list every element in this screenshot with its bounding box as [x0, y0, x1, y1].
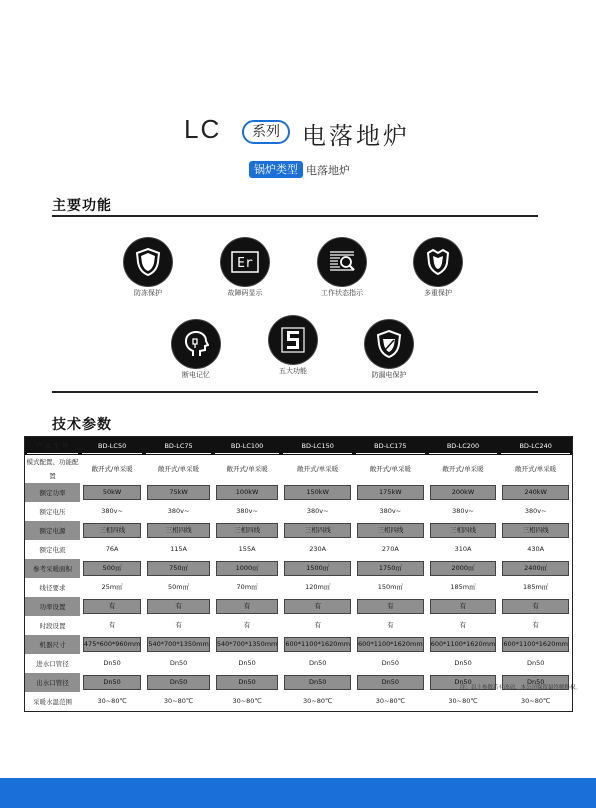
boiler-type-row	[0, 161, 596, 179]
spec-row-label-text: 线径要求	[39, 583, 66, 592]
spec-row-label	[25, 540, 80, 559]
spec-cell	[213, 673, 282, 692]
five-icon	[269, 316, 317, 364]
spec-value: 600*1100*1620mm	[502, 637, 569, 652]
model-name: BD-LC75	[146, 439, 211, 454]
spec-value: Dn50	[309, 659, 327, 668]
spec-cell	[427, 540, 500, 559]
spec-header-label-text: 产 品 型 号	[27, 439, 78, 454]
spec-value: Dn50	[454, 659, 472, 668]
spec-value: 100kW	[216, 485, 279, 500]
leakage-shield-icon	[365, 320, 413, 368]
spec-row-label	[25, 559, 80, 578]
spec-value: 三相四线	[147, 523, 210, 538]
spec-row-label	[25, 521, 80, 540]
status-search-icon	[318, 238, 366, 286]
spec-header-row	[25, 437, 572, 455]
spec-cell	[281, 673, 354, 692]
spec-note: 注：以上参数若有改动，本公司保留最终解释权。	[460, 685, 582, 691]
spec-value: 有	[532, 621, 539, 630]
spec-value: 有	[284, 599, 351, 614]
spec-cell	[354, 559, 427, 578]
spec-value: 有	[387, 621, 394, 630]
spec-cell	[213, 483, 282, 502]
spec-cell	[213, 502, 282, 521]
spec-cell	[144, 455, 213, 483]
spec-value: 2400㎡	[502, 561, 569, 576]
spec-value: Dn50	[284, 675, 351, 690]
model-name: BD-LC50	[82, 439, 142, 454]
spec-value: Dn50	[381, 659, 400, 668]
spec-value: 185m㎡	[523, 583, 549, 592]
spec-value: 敞开式/单采暖	[157, 464, 200, 473]
spec-cell	[144, 578, 213, 597]
spec-value: 155A	[238, 545, 256, 554]
model-header	[213, 437, 282, 455]
spec-value: 三相四线	[430, 523, 497, 538]
model-header	[499, 437, 572, 455]
spec-value: 有	[430, 599, 497, 614]
spec-cell	[281, 654, 354, 673]
feature-label: 防冻保护	[134, 289, 162, 297]
spec-value: 有	[175, 621, 182, 630]
spec-value: Dn50	[357, 675, 424, 690]
spec-cell	[499, 540, 572, 559]
svg-text:Er: Er	[237, 256, 253, 271]
spec-value: Dn50	[169, 659, 188, 668]
spec-cell	[144, 483, 213, 502]
spec-value: 240kW	[502, 485, 569, 500]
spec-value: 600*1100*1620mm	[284, 637, 351, 652]
feature-label: 工作状态指示	[321, 289, 363, 297]
title-lc: LC	[184, 114, 222, 144]
spec-cell	[427, 502, 500, 521]
model-name: BD-LC175	[356, 439, 425, 454]
shield-icon	[124, 238, 172, 286]
spec-value: Dn50	[430, 675, 497, 690]
spec-value: 230A	[309, 545, 327, 554]
spec-value: 750㎡	[147, 561, 210, 576]
spec-value: 三相四线	[284, 523, 351, 538]
spec-value: 380v~	[524, 507, 547, 516]
spec-cell	[80, 616, 144, 635]
spec-cell	[499, 635, 572, 654]
spec-cell	[499, 654, 572, 673]
spec-cell	[354, 692, 427, 711]
model-header	[427, 437, 500, 455]
spec-value: 475*600*960mm	[83, 637, 141, 652]
spec-row-label-text: 额定功率	[39, 488, 66, 497]
spec-cell	[144, 597, 213, 616]
spec-cell	[144, 502, 213, 521]
spec-value: 185m㎡	[450, 583, 476, 592]
spec-value: 540*700*1350mm	[216, 637, 279, 652]
spec-value: 600*1100*1620mm	[430, 637, 497, 652]
spec-row	[25, 616, 572, 635]
spec-cell	[144, 635, 213, 654]
spec-value: 30~80℃	[303, 697, 333, 706]
spec-value: 150m㎡	[377, 583, 403, 592]
spec-row	[25, 559, 572, 578]
spec-value: 70m㎡	[236, 583, 258, 592]
spec-value: 380v~	[379, 507, 402, 516]
spec-cell	[213, 455, 282, 483]
spec-cell	[427, 455, 500, 483]
spec-value: 30~80℃	[375, 697, 405, 706]
spec-cell	[80, 540, 144, 559]
spec-cell	[213, 635, 282, 654]
spec-cell	[80, 654, 144, 673]
spec-cell	[354, 455, 427, 483]
spec-value: 50m㎡	[168, 583, 190, 592]
spec-value: Dn50	[502, 675, 569, 690]
spec-value: 120m㎡	[305, 583, 331, 592]
spec-cell	[213, 654, 282, 673]
spec-value: 敞开式/单采暖	[297, 464, 339, 473]
spec-value: 敞开式/单采暖	[515, 464, 557, 473]
spec-value: 30~80℃	[163, 697, 194, 706]
feature-memory	[151, 320, 241, 380]
spec-cell	[427, 578, 500, 597]
feature-leakage	[344, 320, 434, 380]
feature-status	[297, 238, 387, 298]
spec-row-label-text: 额定电源	[39, 526, 66, 535]
spec-value: 270A	[381, 545, 399, 554]
spec-cell	[354, 521, 427, 540]
spec-cell	[499, 616, 572, 635]
spec-value: Dn50	[526, 659, 545, 668]
head-plug-icon	[172, 320, 220, 368]
spec-cell	[427, 654, 500, 673]
spec-value: 有	[459, 621, 467, 630]
spec-value: 有	[147, 599, 210, 614]
spec-row-label-text: 额定电流	[39, 545, 66, 554]
spec-cell	[499, 483, 572, 502]
spec-value: 敞开式/单采暖	[226, 464, 268, 473]
spec-value: 430A	[527, 545, 545, 554]
spec-row	[25, 521, 572, 540]
spec-cell	[354, 673, 427, 692]
spec-row-label-text: 额定电压	[39, 507, 66, 516]
spec-value: 1000㎡	[216, 561, 279, 576]
feature-label: 多重保护	[424, 289, 452, 297]
spec-cell	[144, 559, 213, 578]
features-heading: 主要功能	[52, 198, 112, 214]
spec-cell	[144, 673, 213, 692]
spec-row-label	[25, 616, 80, 635]
title-main: 电落地炉	[302, 122, 410, 150]
features-divider	[52, 215, 538, 217]
spec-value: 76A	[105, 545, 119, 554]
spec-row-label	[25, 692, 80, 711]
features-bottom-divider	[52, 391, 538, 393]
spec-table	[24, 436, 573, 712]
spec-value: Dn50	[238, 659, 256, 668]
spec-value: 敞开式/单采暖	[369, 464, 411, 473]
spec-cell	[499, 559, 572, 578]
spec-cell	[80, 455, 144, 483]
spec-cell	[80, 483, 144, 502]
spec-value: 有	[357, 599, 424, 614]
spec-cell	[80, 559, 144, 578]
spec-value: 30~80℃	[232, 697, 262, 706]
spec-value: 380v~	[236, 507, 258, 516]
spec-cell	[427, 616, 500, 635]
model-name: BD-LC100	[215, 439, 280, 454]
spec-row-label	[25, 455, 80, 483]
spec-value: 三相四线	[83, 523, 141, 538]
spec-value: 三相四线	[357, 523, 424, 538]
spec-value: 30~80℃	[97, 697, 127, 706]
spec-row-label-text: 参考采暖面积	[32, 564, 72, 573]
spec-cell	[144, 540, 213, 559]
spec-cell	[281, 483, 354, 502]
spec-value: 500㎡	[83, 561, 141, 576]
spec-cell	[427, 635, 500, 654]
spec-value: 1500㎡	[284, 561, 351, 576]
model-header	[354, 437, 427, 455]
spec-value: 200kW	[430, 485, 497, 500]
spec-row-label-text: 采暖水温范围	[32, 697, 72, 706]
spec-cell	[281, 692, 354, 711]
spec-cell	[499, 692, 572, 711]
spec-value: 380v~	[452, 507, 474, 516]
spec-value: 150kW	[284, 485, 351, 500]
spec-value: 敞开式/单采暖	[442, 464, 484, 473]
spec-cell	[213, 521, 282, 540]
spec-value: Dn50	[83, 675, 141, 690]
spec-cell	[427, 521, 500, 540]
spec-value: 380v~	[101, 507, 123, 516]
specs-heading: 技术参数	[52, 417, 112, 433]
spec-cell	[499, 502, 572, 521]
spec-cell	[80, 692, 144, 711]
spec-value: 有	[243, 621, 251, 630]
model-name: BD-LC240	[501, 439, 570, 454]
spec-row	[25, 635, 572, 654]
spec-row-label	[25, 483, 80, 502]
spec-value: 有	[83, 599, 141, 614]
spec-row	[25, 455, 572, 483]
spec-cell	[354, 578, 427, 597]
spec-row-label	[25, 597, 80, 616]
spec-cell	[499, 578, 572, 597]
model-header	[80, 437, 144, 455]
spec-row	[25, 597, 572, 616]
spec-row-label-text: 进水口管径	[36, 659, 69, 668]
badge-shield-icon	[414, 238, 462, 286]
spec-value: 50kW	[83, 485, 141, 500]
spec-cell	[80, 673, 144, 692]
spec-row-label-text: 机器尺寸	[39, 640, 66, 649]
spec-value: Dn50	[216, 675, 279, 690]
spec-row-label	[25, 654, 80, 673]
spec-value: 115A	[170, 545, 187, 554]
spec-cell	[213, 616, 282, 635]
spec-cell	[499, 521, 572, 540]
spec-value: 1750㎡	[357, 561, 424, 576]
spec-cell	[354, 483, 427, 502]
feature-label: 故障码显示	[227, 289, 263, 297]
spec-row-label	[25, 635, 80, 654]
spec-cell	[427, 483, 500, 502]
spec-cell	[354, 654, 427, 673]
spec-value: 25m㎡	[101, 583, 123, 592]
spec-value: 三相四线	[216, 523, 279, 538]
spec-value: 75kW	[147, 485, 210, 500]
spec-cell	[80, 578, 144, 597]
spec-row-label-text: 模式配置、功能配置	[26, 458, 79, 481]
spec-value: Dn50	[103, 659, 121, 668]
spec-value: 310A	[454, 545, 472, 554]
spec-cell	[281, 540, 354, 559]
spec-value: 380v~	[306, 507, 329, 516]
spec-cell	[281, 597, 354, 616]
spec-value: Dn50	[147, 675, 210, 690]
feature-antifreeze	[103, 238, 193, 298]
spec-cell	[499, 455, 572, 483]
model-header	[144, 437, 213, 455]
spec-cell	[427, 692, 500, 711]
spec-cell	[80, 521, 144, 540]
spec-value: 30~80℃	[521, 697, 551, 706]
spec-value: 有	[502, 599, 569, 614]
spec-cell	[144, 692, 213, 711]
model-header	[281, 437, 354, 455]
spec-cell	[144, 521, 213, 540]
feature-multi-protect	[393, 238, 483, 298]
spec-cell	[354, 502, 427, 521]
model-name: BD-LC150	[283, 439, 352, 454]
spec-cell	[80, 635, 144, 654]
spec-header-label	[25, 437, 80, 455]
feature-five	[248, 316, 338, 376]
spec-value: 有	[216, 599, 279, 614]
spec-cell	[213, 540, 282, 559]
spec-row	[25, 502, 572, 521]
spec-cell	[354, 635, 427, 654]
spec-cell	[354, 616, 427, 635]
spec-cell	[427, 597, 500, 616]
spec-row-label-text: 功率设置	[39, 602, 66, 611]
spec-value: 有	[314, 621, 321, 630]
spec-cell	[281, 455, 354, 483]
spec-value: 540*700*1350mm	[147, 637, 210, 652]
spec-value: 380v~	[167, 507, 190, 516]
spec-row	[25, 578, 572, 597]
spec-cell	[354, 540, 427, 559]
spec-value: 敞开式/单采暖	[91, 464, 133, 473]
spec-value: 30~80℃	[448, 697, 478, 706]
spec-value: 2000㎡	[430, 561, 497, 576]
spec-cell	[354, 597, 427, 616]
spec-row	[25, 692, 572, 711]
spec-cell	[281, 635, 354, 654]
spec-value: 600*1100*1620mm	[357, 637, 424, 652]
feature-label: 防漏电保护	[371, 371, 407, 379]
spec-row-label-text: 时段设置	[39, 621, 66, 630]
error-code-icon	[221, 238, 269, 286]
spec-row-label-text: 出水口管径	[36, 678, 69, 687]
spec-value: 三相四线	[502, 523, 569, 538]
feature-error-code	[200, 238, 290, 298]
spec-cell	[80, 502, 144, 521]
spec-cell	[213, 692, 282, 711]
spec-row	[25, 540, 572, 559]
feature-label: 五大功能	[279, 367, 307, 375]
spec-row	[25, 483, 572, 502]
model-name: BD-LC200	[429, 439, 498, 454]
spec-cell	[80, 597, 144, 616]
boiler-type-badge: 锅炉类型	[249, 161, 303, 178]
spec-cell	[213, 597, 282, 616]
spec-cell	[281, 578, 354, 597]
series-pill: 系列	[242, 120, 290, 144]
feature-label: 断电记忆	[182, 371, 210, 379]
spec-row-label	[25, 673, 80, 692]
spec-cell	[213, 578, 282, 597]
spec-cell	[427, 559, 500, 578]
product-title	[0, 114, 596, 150]
spec-cell	[281, 521, 354, 540]
spec-cell	[213, 559, 282, 578]
spec-value: 175kW	[357, 485, 424, 500]
boiler-type-value: 电落地炉	[306, 164, 350, 177]
spec-row-label	[25, 502, 80, 521]
spec-row-label	[25, 578, 80, 597]
spec-cell	[281, 559, 354, 578]
spec-value: 有	[108, 621, 116, 630]
spec-cell	[281, 502, 354, 521]
spec-cell	[281, 616, 354, 635]
footer-bar	[0, 778, 596, 808]
spec-cell	[144, 654, 213, 673]
spec-cell	[144, 616, 213, 635]
spec-cell	[499, 597, 572, 616]
spec-row	[25, 654, 572, 673]
